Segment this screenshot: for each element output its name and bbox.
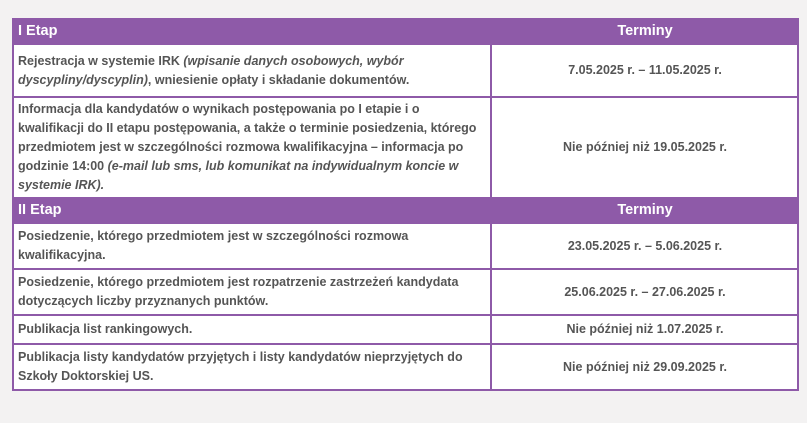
stage1-row1-description: [13, 44, 491, 97]
table-row: [13, 344, 798, 390]
table-row: [13, 269, 798, 315]
stage1-row2-description: [13, 97, 491, 198]
stage2-row3-description: Publikacja list rankingowych.: [13, 315, 491, 344]
stage2-row1-date: 23.05.2025 r. – 5.06.2025 r.: [491, 223, 798, 269]
stage1-terms-header: Terminy: [491, 19, 798, 44]
stage2-row1-description: Posiedzenie, którego przedmiotem jest w szczególności rozmowa kwalifikacyjna.: [13, 223, 491, 269]
stage2-row4-description: Publikacja listy kandydatów przyjętych i listy kandydatów nieprzyjętych do Szkoły Doktorskiej US.: [13, 344, 491, 390]
table-row: [13, 315, 798, 344]
stage2-row2-description: Posiedzenie, którego przedmiotem jest rozpatrzenie zastrzeżeń kandydata dotyczących liczby przyznanych punktów.: [13, 269, 491, 315]
stage2-row3-date: Nie później niż 1.07.2025 r.: [491, 315, 798, 344]
stage2-header-row: [13, 198, 798, 223]
recruitment-schedule-table: [12, 18, 799, 391]
schedule-container: [12, 18, 797, 391]
description-note: (e-mail lub sms, lub komunikat na indywidualnym koncie w systemie IRK).: [18, 159, 459, 192]
table-row: [13, 97, 798, 198]
description-text: Rejestracja w systemie IRK: [18, 53, 184, 68]
stage2-row4-date: Nie później niż 29.09.2025 r.: [491, 344, 798, 390]
stage2-title: II Etap: [13, 198, 491, 223]
stage1-row1-date: 7.05.2025 r. – 11.05.2025 r.: [491, 44, 798, 97]
description-text: , wniesienie opłaty i składanie dokumentów.: [147, 72, 410, 87]
description-note: (wpisanie danych osobowych, wybór dyscypliny/dyscyplin): [18, 53, 404, 87]
stage1-row2-date: Nie później niż 19.05.2025 r.: [491, 97, 798, 198]
stage2-terms-header: Terminy: [491, 198, 798, 223]
stage2-row2-date: 25.06.2025 r. – 27.06.2025 r.: [491, 269, 798, 315]
stage1-title: I Etap: [13, 19, 491, 44]
table-row: [13, 44, 798, 97]
table-row: [13, 223, 798, 269]
description-text: Informacja dla kandydatów o wynikach postępowania po I etapie i o kwalifikacji do II etapu postępowania, a także o terminie posiedzenia, którego przedmiotem jest w szczególności rozmowa kwalifikacyjna – informacja po godzinie 14:00: [18, 102, 477, 173]
stage1-header-row: [13, 19, 798, 44]
